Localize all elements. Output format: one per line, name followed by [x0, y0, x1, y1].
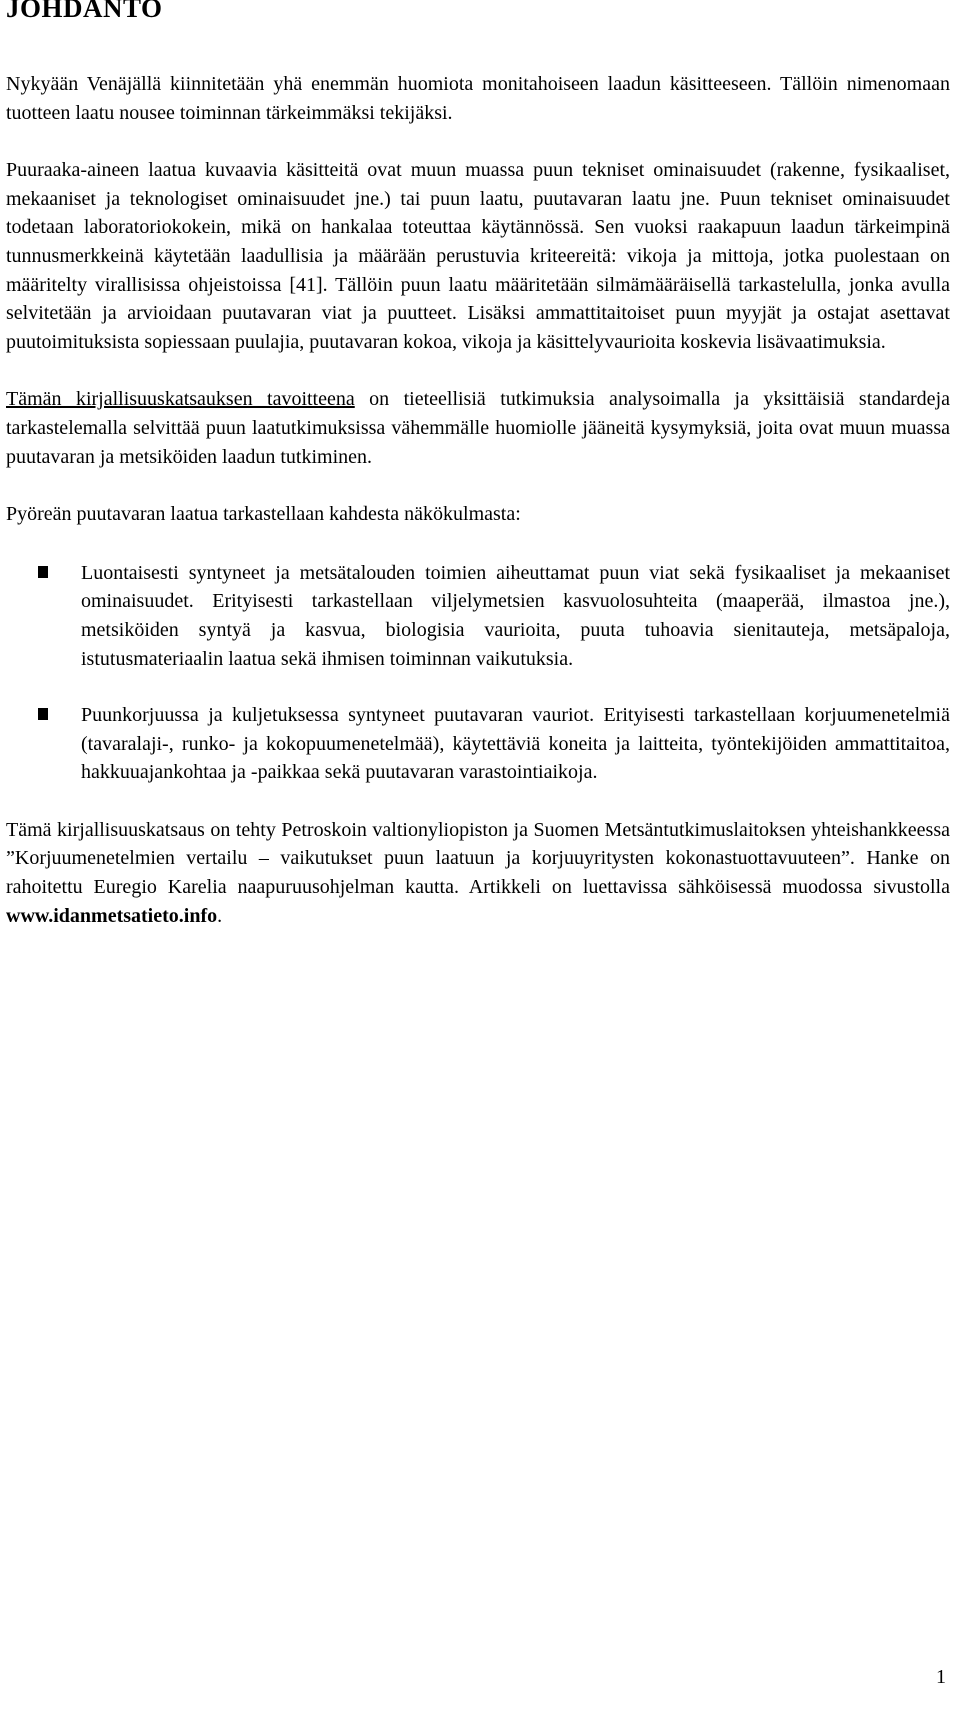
page-number: 1 — [936, 1666, 946, 1688]
quality-concepts-paragraph: Puuraaka-aineen laatua kuvaavia käsitteitä ovat muun muassa puun tekniset ominaisuudet (rakenne, fysikaaliset, mekaaniset ja teknologiset ominaisuudet jne.) tai puun laatu, puutavaran laatu jne. Puun tekniset ominaisuudet todetaan laboratoriokokein, mikä on hankalaa toteuttaa käytännössä. Sen vuoksi raakapuun laadun tärkeimpinä tunnusmerkkeinä käytetään laadullisia ja määrään perustuvia kriteereitä: vikoja ja mittoja, jotka puolestaan on määritelty virallisissa ohjeistoissa [41]. Tällöin puun laatu määritetään silmämääräisellä tarkastelulla, jonka avulla selvitetään ja arvioidaan puutavaran viat ja puutteet. Lisäksi ammattitaitoiset puun myyjät ja ostajat asettavat puutoimituksista sopiessaan puulajia, puutavaran kokoa, vikoja ja käsittelyvaurioita koskevia lisävaatimuksia. — [6, 159, 950, 353]
objective-paragraph-text: on tieteellisiä tutkimuksia analysoimalla ja yksittäisiä standardeja tarkastelemalla selvittää puun laatutkimuksissa vähemmälle huomiolle jääneitä kysymyksiä, joita ovat muun muassa puutavaran ja metsiköiden laadun tutkiminen. — [6, 388, 950, 468]
objective-underlined-phrase: Tämän kirjallisuuskatsauksen tavoitteena — [6, 388, 355, 411]
project-info-end: . — [217, 904, 223, 927]
list-item — [6, 559, 950, 673]
viewpoints-intro-paragraph: Pyöreän puutavaran laatua tarkastellaan kahdesta näkökulmasta: — [6, 503, 521, 526]
objective-paragraph — [6, 385, 950, 471]
viewpoints-list — [6, 559, 950, 787]
project-info-text: Tämä kirjallisuuskatsaus on tehty Petroskoin valtionyliopiston ja Suomen Metsäntutkimuslaitoksen yhteishankkeessa ”Korjuumenetelmien vertailu – vaikutukset puun laatuun ja korjuuyritysten kokonastuottavuuteen”. Hanke on rahoitettu Euregio Karelia naapuruusohjelman kautta. Artikkeli on luettavissa sähköisessä muodossa sivustolla — [6, 818, 950, 899]
square-bullet-icon — [38, 708, 48, 720]
intro-paragraph: Nykyään Venäjällä kiinnitetään yhä enemmän huomiota monitahoiseen laadun käsitteeseen. Tällöin nimenomaan tuotteen laatu nousee toiminnan tärkeimmäksi tekijäksi. — [6, 73, 950, 124]
project-info-paragraph — [6, 816, 950, 930]
list-item — [6, 701, 950, 787]
section-heading: JOHDANTO — [6, 0, 163, 23]
list-item-text: Luontaisesti syntyneet ja metsätalouden toimien aiheuttamat puun viat sekä fysikaaliset ja mekaaniset ominaisuudet. Erityisesti tarkastellaan viljelymetsien kasvuolosuhteita (maaperää, ilmastoa jne.), metsiköiden syntyä ja kasvua, biologisia vaurioita, puuta tuhoavia sienitauteja, metsäpaloja, istutusmateriaalin laatua sekä ihmisen toiminnan vaikutuksia. — [81, 561, 950, 670]
square-bullet-icon — [38, 566, 48, 578]
list-item-text: Puunkorjuussa ja kuljetuksessa syntyneet puutavaran vauriot. Erityisesti tarkastellaan korjuumenetelmiä (tavaralaji-, runko- ja kokopuumenetelmää), käytettäviä koneita ja laitteita, työntekijöiden ammattitaitoa, hakkuuajankohtaa ja -paikkaa sekä puutavaran varastointiaikoja. — [81, 704, 950, 784]
website-link[interactable]: www.idanmetsatieto.info — [6, 904, 218, 927]
